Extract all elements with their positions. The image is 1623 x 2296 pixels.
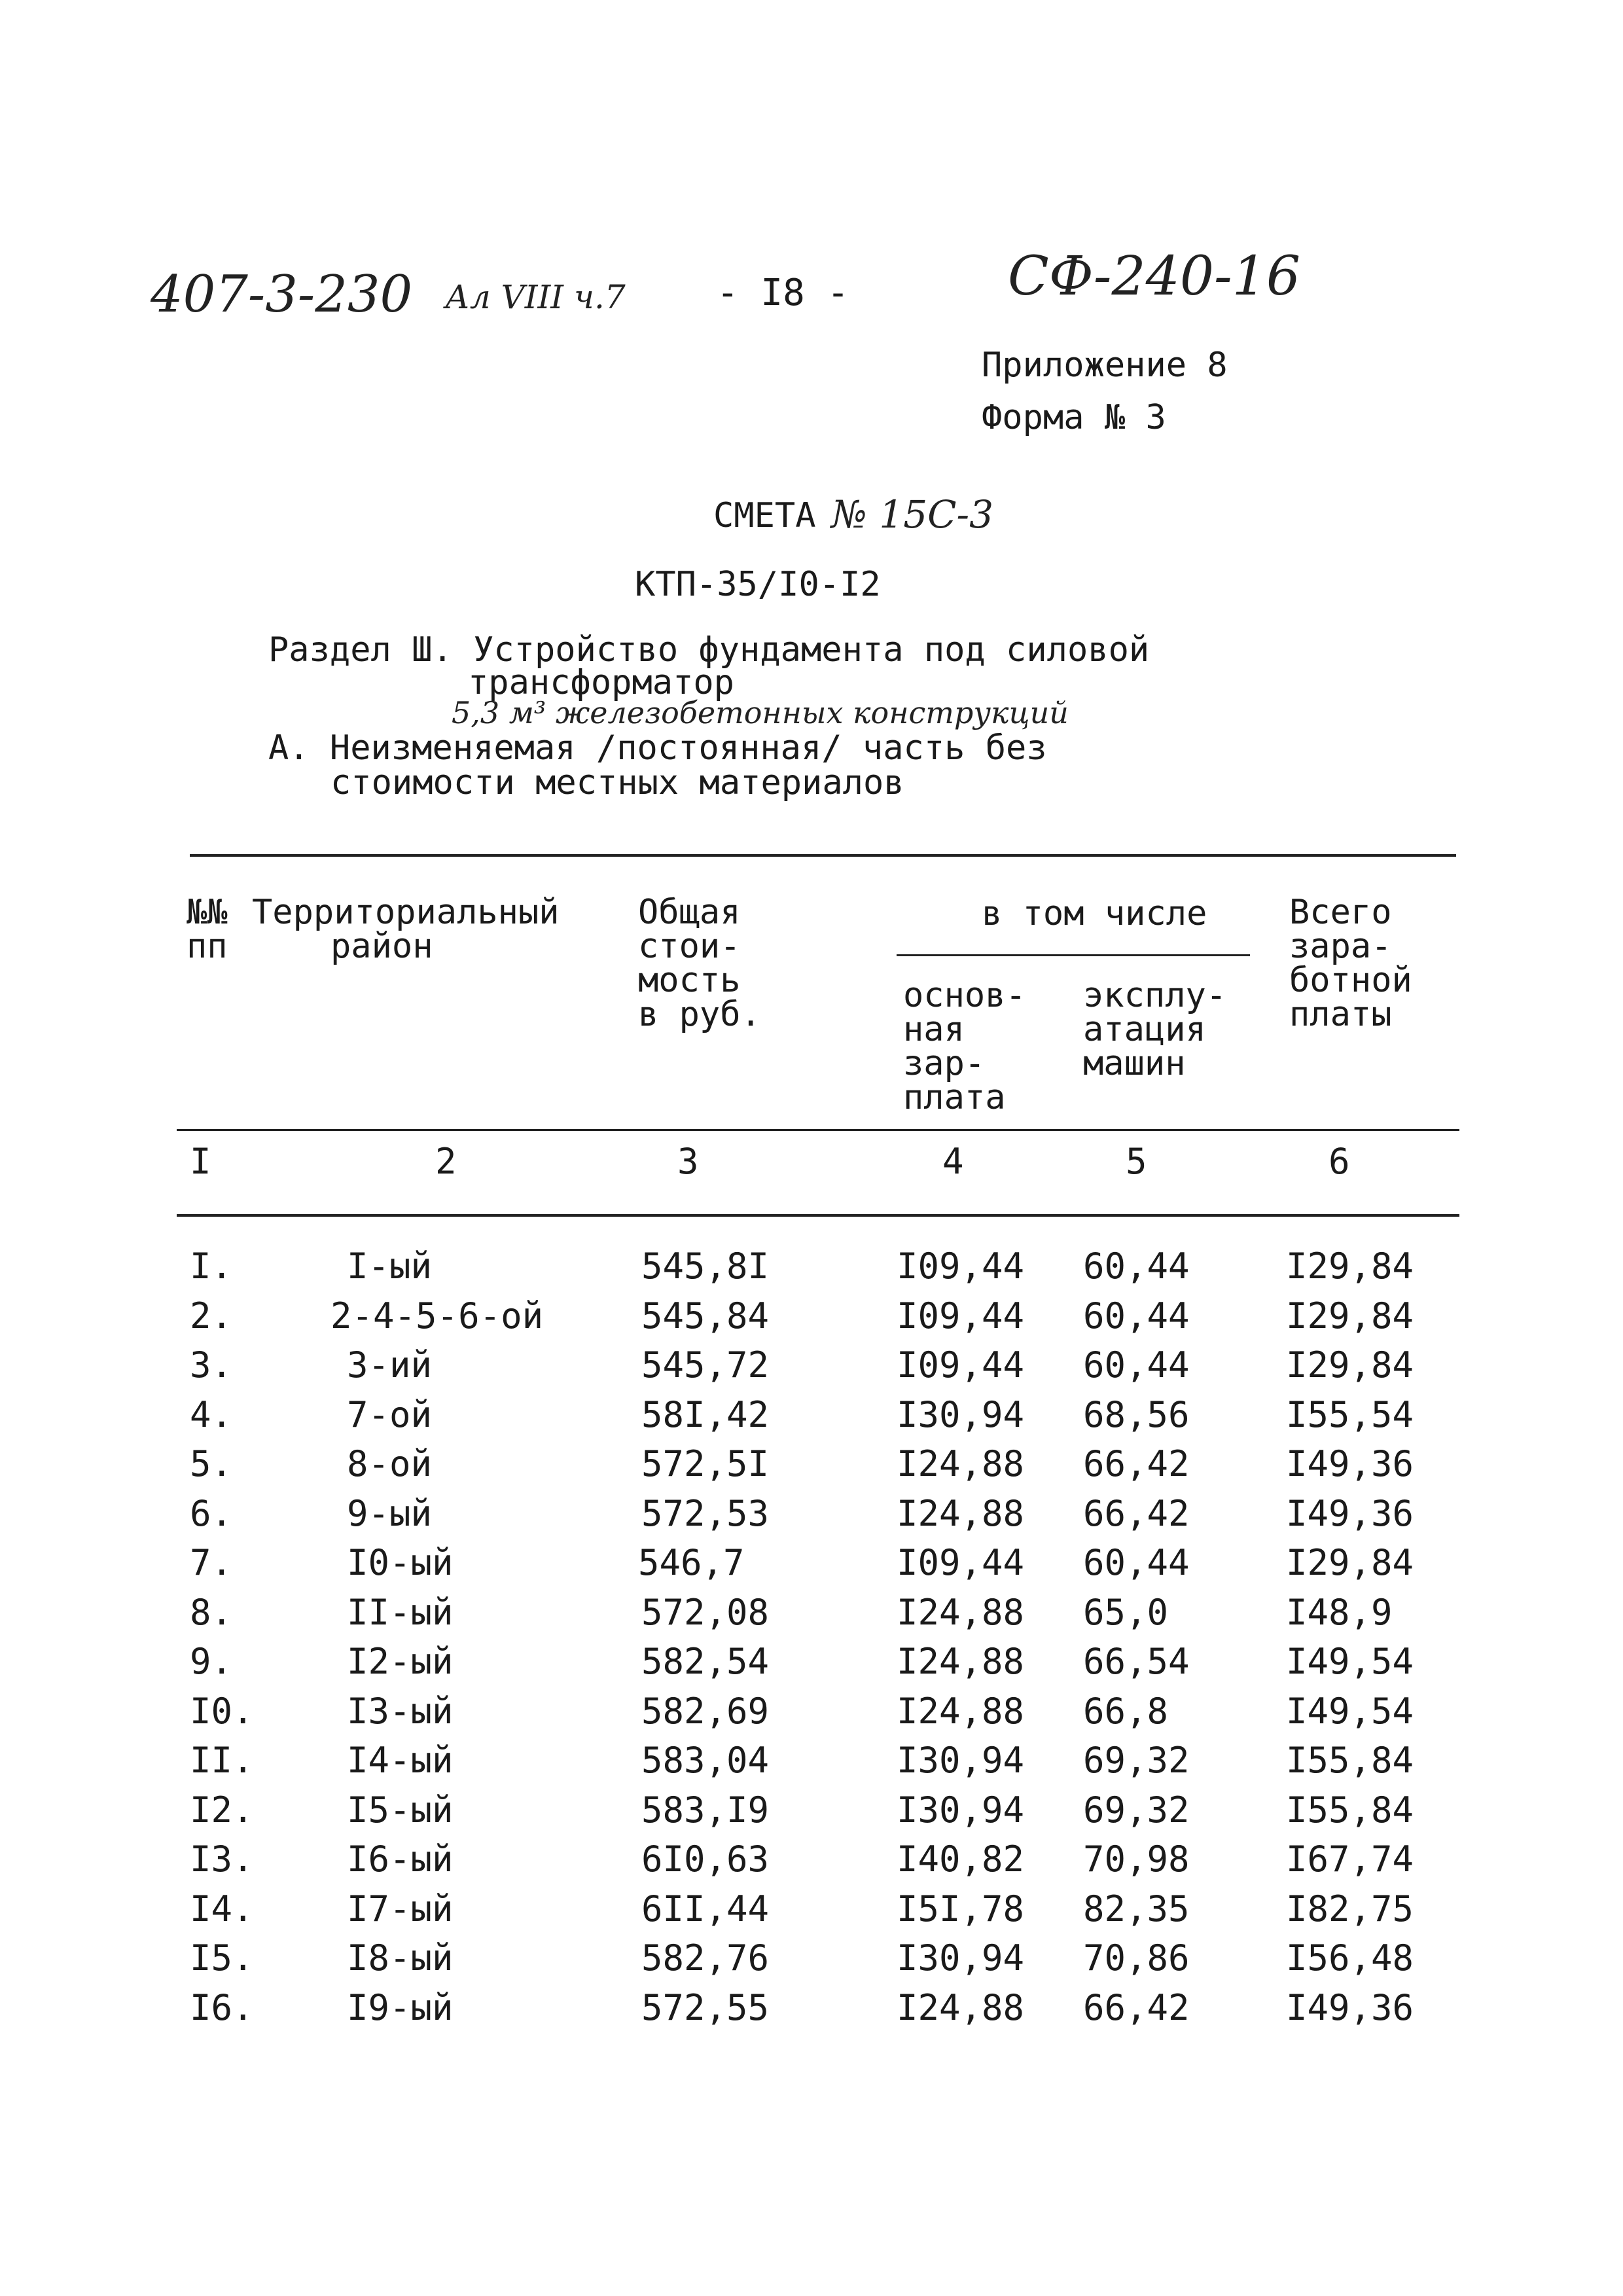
region-cell: I4-ый [347, 1740, 454, 1781]
machine-operation-cell: 60,44 [1083, 1246, 1190, 1287]
base-wage-cell: I5I,78 [897, 1888, 1025, 1929]
machine-operation-cell: 70,98 [1083, 1839, 1190, 1880]
machine-operation-cell: 60,44 [1083, 1542, 1190, 1583]
region-cell: I5-ый [347, 1789, 454, 1831]
total-wage-cell: I49,36 [1286, 1443, 1414, 1484]
object-title: КТП-35/I0-I2 [635, 565, 881, 604]
row-number: 4. [190, 1393, 233, 1435]
row-number: 8. [190, 1591, 233, 1633]
total-wage-cell: I55,54 [1286, 1393, 1414, 1435]
total-cost-cell: 546,7 [638, 1542, 745, 1583]
total-cost-cell: 6I0,63 [641, 1839, 770, 1880]
part-title-line1: А. Неизменяемая /постоянная/ часть без [268, 728, 1047, 768]
page-number: - I8 - [717, 272, 849, 314]
row-number: 6. [190, 1492, 233, 1534]
total-wage-cell: I29,84 [1286, 1246, 1414, 1287]
row-number: I5. [190, 1937, 254, 1979]
machine-operation-cell: 66,8 [1083, 1690, 1169, 1732]
base-wage-cell: I30,94 [897, 1789, 1025, 1831]
estimate-prefix: СМЕТА [713, 496, 816, 535]
sheet-code: СФ-240-16 [1008, 245, 1301, 308]
total-wage-cell: I48,9 [1286, 1591, 1393, 1633]
base-wage-cell: I09,44 [897, 1246, 1025, 1287]
base-wage-cell: I24,88 [897, 1591, 1025, 1633]
total-cost-cell: 572,08 [641, 1591, 770, 1633]
region-cell: 7-ой [347, 1393, 433, 1435]
total-cost-cell: 572,55 [641, 1986, 770, 2028]
row-number: I0. [190, 1690, 254, 1732]
total-cost-cell: 545,72 [641, 1344, 770, 1386]
row-number: 3. [190, 1344, 233, 1386]
section-title-line2: трансформатор [468, 663, 734, 702]
row-number: I4. [190, 1888, 254, 1929]
total-wage-cell: I67,74 [1286, 1839, 1414, 1880]
table-top-rule [190, 854, 1456, 857]
machine-operation-cell: 66,42 [1083, 1986, 1190, 2028]
form-label: Форма № 3 [982, 398, 1166, 437]
region-cell: I7-ый [347, 1888, 454, 1929]
region-cell: I3-ый [347, 1690, 454, 1732]
group-header-rule [897, 954, 1250, 956]
total-cost-cell: 58I,42 [641, 1393, 770, 1435]
region-cell: 3-ий [347, 1344, 433, 1386]
base-wage-cell: I24,88 [897, 1443, 1025, 1484]
machine-operation-cell: 60,44 [1083, 1344, 1190, 1386]
region-cell: I2-ый [347, 1641, 454, 1682]
row-number: I6. [190, 1986, 254, 2028]
base-wage-cell: I09,44 [897, 1295, 1025, 1336]
total-wage-cell: I29,84 [1286, 1542, 1414, 1583]
base-wage-cell: I24,88 [897, 1492, 1025, 1534]
base-wage-cell: I09,44 [897, 1344, 1025, 1386]
column-numbers-rule [177, 1214, 1459, 1217]
total-wage-cell: I49,54 [1286, 1690, 1414, 1732]
column-number: 2 [435, 1141, 457, 1182]
total-wage-cell: I82,75 [1286, 1888, 1414, 1929]
total-cost-cell: 583,I9 [641, 1789, 770, 1831]
total-wage-cell: I49,36 [1286, 1492, 1414, 1534]
column-number: 6 [1329, 1141, 1350, 1182]
machine-operation-cell: 69,32 [1083, 1740, 1190, 1781]
machine-operation-cell: 82,35 [1083, 1888, 1190, 1929]
column-number: 4 [942, 1141, 964, 1182]
machine-operation-cell: 65,0 [1083, 1591, 1169, 1633]
row-number: 7. [190, 1542, 233, 1583]
total-cost-cell: 572,5I [641, 1443, 770, 1484]
total-cost-cell: 582,54 [641, 1641, 770, 1682]
region-cell: I8-ый [347, 1937, 454, 1979]
base-wage-cell: I24,88 [897, 1641, 1025, 1682]
header-col1: №№ пп [187, 893, 228, 966]
machine-operation-cell: 68,56 [1083, 1393, 1190, 1435]
total-cost-cell: 6II,44 [641, 1888, 770, 1929]
album-reference: Ал VIII ч.7 [445, 278, 626, 316]
machine-operation-cell: 66,54 [1083, 1641, 1190, 1682]
header-col6: Всего зара- ботной платы [1289, 893, 1412, 1034]
header-col3: Общая стои- мость в руб. [638, 893, 761, 1034]
region-cell: I-ый [347, 1246, 433, 1287]
total-wage-cell: I56,48 [1286, 1937, 1414, 1979]
total-wage-cell: I55,84 [1286, 1740, 1414, 1781]
region-cell: I0-ый [347, 1542, 454, 1583]
region-cell: 9-ый [347, 1492, 433, 1534]
machine-operation-cell: 60,44 [1083, 1295, 1190, 1336]
base-wage-cell: I30,94 [897, 1937, 1025, 1979]
total-cost-cell: 572,53 [641, 1492, 770, 1534]
total-cost-cell: 545,8I [641, 1246, 770, 1287]
region-cell: I6-ый [347, 1839, 454, 1880]
total-cost-cell: 545,84 [641, 1295, 770, 1336]
base-wage-cell: I40,82 [897, 1839, 1025, 1880]
row-number: I3. [190, 1839, 254, 1880]
part-title-line2: стоимости местных материалов [330, 763, 904, 802]
base-wage-cell: I30,94 [897, 1740, 1025, 1781]
base-wage-cell: I09,44 [897, 1542, 1025, 1583]
total-wage-cell: I49,36 [1286, 1986, 1414, 2028]
section-title-line1: Раздел Ш. Устройство фундамента под силовой [268, 630, 1150, 670]
appendix-label: Приложение 8 [982, 346, 1228, 385]
total-wage-cell: I29,84 [1286, 1344, 1414, 1386]
column-number: 5 [1126, 1141, 1147, 1182]
machine-operation-cell: 66,42 [1083, 1492, 1190, 1534]
volume-note: 5,3 м³ железобетонных конструкций [452, 695, 1069, 730]
total-cost-cell: 582,76 [641, 1937, 770, 1979]
region-cell: 2-4-5-6-ой [330, 1295, 544, 1336]
header-group: в том числе [982, 894, 1207, 933]
region-cell: I9-ый [347, 1986, 454, 2028]
total-wage-cell: I55,84 [1286, 1789, 1414, 1831]
column-number: 3 [677, 1141, 699, 1182]
region-cell: 8-ой [347, 1443, 433, 1484]
total-cost-cell: 583,04 [641, 1740, 770, 1781]
row-number: 9. [190, 1641, 233, 1682]
base-wage-cell: I24,88 [897, 1690, 1025, 1732]
machine-operation-cell: 70,86 [1083, 1937, 1190, 1979]
machine-operation-cell: 66,42 [1083, 1443, 1190, 1484]
row-number: 2. [190, 1295, 233, 1336]
estimate-number: № 15С-3 [831, 492, 994, 537]
total-wage-cell: I29,84 [1286, 1295, 1414, 1336]
total-wage-cell: I49,54 [1286, 1641, 1414, 1682]
column-number: I [190, 1141, 211, 1182]
header-col2: Территориальный район [252, 893, 560, 966]
document-code: 407-3-230 [151, 265, 413, 324]
header-bottom-rule [177, 1129, 1459, 1131]
base-wage-cell: I30,94 [897, 1393, 1025, 1435]
base-wage-cell: I24,88 [897, 1986, 1025, 2028]
row-number: 5. [190, 1443, 233, 1484]
row-number: I. [190, 1246, 233, 1287]
total-cost-cell: 582,69 [641, 1690, 770, 1732]
region-cell: II-ый [347, 1591, 454, 1633]
header-col5: эксплу- атация машин [1083, 976, 1227, 1083]
machine-operation-cell: 69,32 [1083, 1789, 1190, 1831]
header-col4: основ- ная зар- плата [903, 976, 1026, 1117]
row-number: II. [190, 1740, 254, 1781]
row-number: I2. [190, 1789, 254, 1831]
